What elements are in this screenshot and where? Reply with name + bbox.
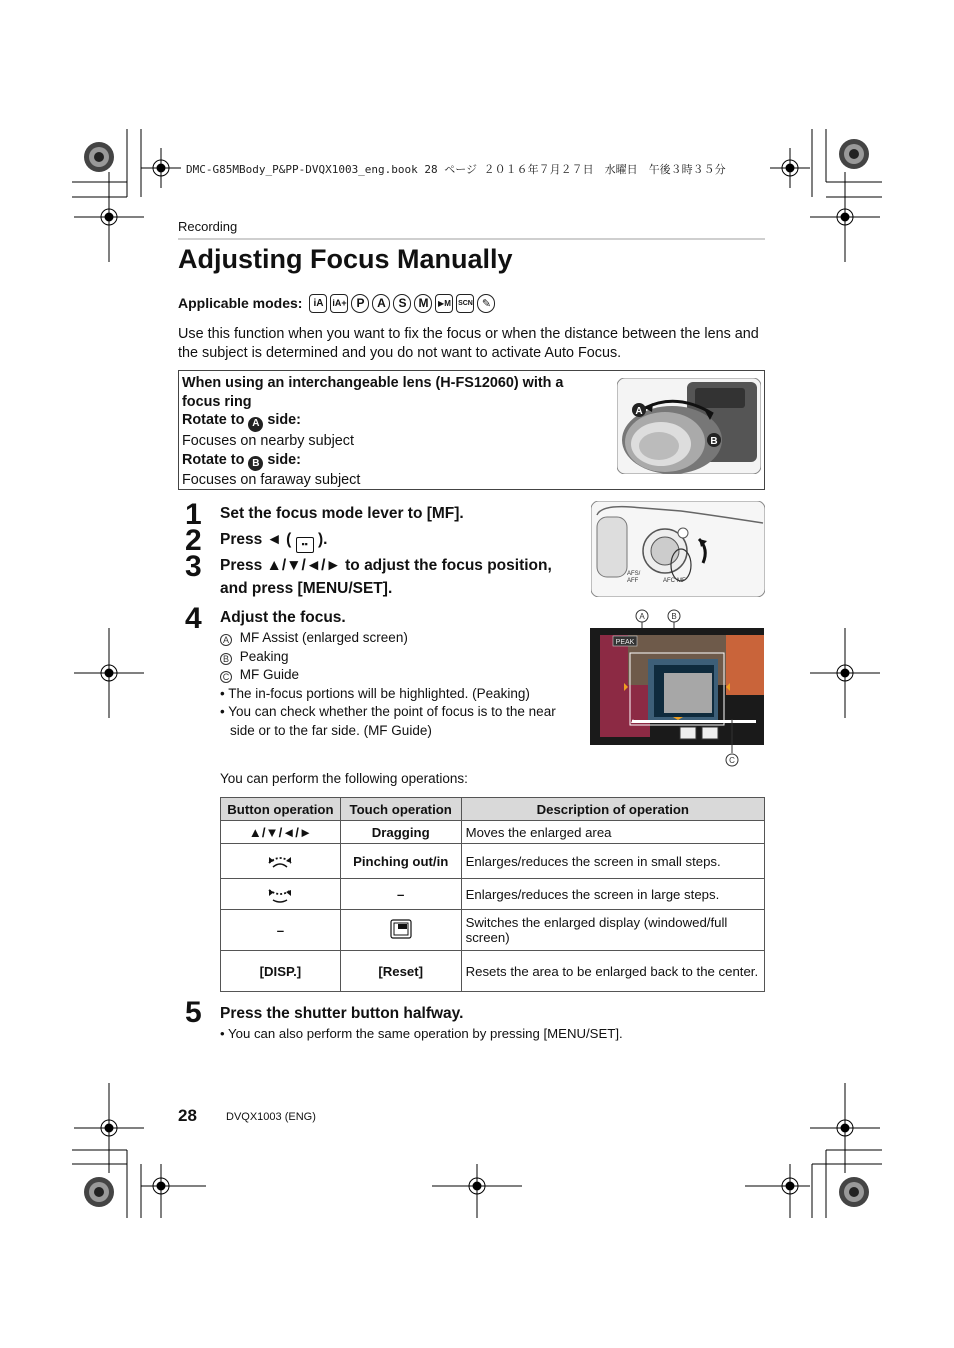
col-header-touch: Touch operation: [340, 798, 461, 821]
callout-b-icon: B: [220, 653, 232, 665]
marker-a-icon: A: [248, 417, 263, 432]
cell-desc: Moves the enlarged area: [461, 821, 764, 844]
cell-touch: Dragging: [340, 821, 461, 844]
operations-intro: You can perform the following operations:: [220, 771, 468, 786]
scene-mode-icon: SCN: [456, 294, 474, 313]
legend-item-a: A MF Assist (enlarged screen): [220, 629, 580, 648]
m-mode-icon: M: [414, 294, 432, 313]
focus-mode-lever-illustration: [591, 501, 765, 597]
page-number: 28: [178, 1106, 197, 1125]
step-2-text: Press ◄ ( ▪▪ ).: [220, 528, 327, 553]
legend-item-b: B Peaking: [220, 648, 580, 667]
step-1-text: Set the focus mode lever to [MF].: [220, 505, 464, 522]
step-3-number: 3: [185, 550, 202, 583]
applicable-modes: [178, 292, 495, 314]
lever-label-afc: AFC: [663, 578, 675, 584]
table-header-row: [221, 798, 765, 821]
step-2-number: 2: [185, 524, 202, 557]
step-1-number: 1: [185, 498, 202, 531]
p-mode-icon: P: [351, 294, 369, 313]
step-4-number: 4: [185, 602, 202, 635]
cell-touch: Pinching out/in: [340, 844, 461, 879]
lever-label-afs: AFS/: [627, 571, 641, 577]
callout-c-icon: C: [220, 671, 232, 683]
control-dial-small-step-icon: [265, 849, 295, 871]
lens-heading: When using an interchangeable lens (H-FS12060) with a focus ring: [182, 375, 564, 410]
cell-desc: Resets the area to be enlarged back to the center.: [461, 951, 764, 992]
lever-label-aff: AFF: [627, 578, 639, 584]
lens-marker-b: B: [710, 436, 718, 447]
lens-info-text: [182, 374, 602, 490]
header-rule: [178, 238, 765, 240]
quick-menu-icon: ▪▪: [296, 537, 314, 553]
marker-b-icon: B: [248, 456, 263, 471]
mf-assist-screen-illustration: [588, 607, 768, 769]
step-5-text: Press the shutter button halfway.: [220, 1005, 464, 1022]
lens-focus-ring-illustration: [617, 378, 761, 474]
bullet-mf-guide: • You can check whether the point of focus is to the near side or to the far side. (MF Guide): [220, 704, 556, 738]
creative-video-mode-icon: ▶M: [435, 294, 453, 313]
table-row: [221, 951, 765, 992]
table-row: [221, 821, 765, 844]
cell-button: ▲/▼/◄/►: [221, 821, 341, 844]
bullet-peaking: • The in-focus portions will be highlighted. (Peaking): [220, 685, 530, 701]
ia-mode-icon: iA: [309, 294, 327, 313]
step-4-text: Adjust the focus.: [220, 609, 346, 626]
creative-control-mode-icon: ✎: [477, 294, 495, 313]
cell-desc: Enlarges/reduces the screen in small steps.: [461, 844, 764, 879]
a-mode-icon: A: [372, 294, 390, 313]
cell-button: [221, 844, 341, 879]
cell-desc: Enlarges/reduces the screen in large steps.: [461, 879, 764, 910]
s-mode-icon: S: [393, 294, 411, 313]
rotate-b-desc: Focuses on faraway subject: [182, 472, 361, 489]
control-dial-large-step-icon: [265, 882, 295, 904]
cell-touch: –: [340, 879, 461, 910]
table-row: [221, 879, 765, 910]
cell-button: –: [221, 910, 341, 951]
table-row: [221, 910, 765, 951]
print-header: DMC-G85MBody_P&PP-DVQX1003_eng.book 28 ページ ２０１６年７月２７日 水曜日 午後３時３５分: [186, 163, 726, 176]
col-header-button: Button operation: [221, 798, 341, 821]
step-3-text: Press ▲/▼/◄/► to adjust the focus position, and press [MENU/SET].: [220, 557, 552, 597]
intro-text: Use this function when you want to fix the focus or when the distance between the lens and the subject is determined and you do not want to activate Auto Focus.: [178, 326, 759, 361]
cell-desc: Switches the enlarged display (windowed/full screen): [461, 910, 764, 951]
screen-callout-b: B: [671, 612, 677, 621]
cell-button: [DISP.]: [221, 951, 341, 992]
section-label: Recording: [178, 219, 238, 234]
step-5-bullet: • You can also perform the same operation by pressing [MENU/SET].: [220, 1026, 623, 1041]
cell-touch: [Reset]: [340, 951, 461, 992]
window-toggle-icon: [390, 919, 412, 939]
rotate-a-desc: Focuses on nearby subject: [182, 432, 354, 449]
cell-button: [221, 879, 341, 910]
table-row: [221, 844, 765, 879]
operations-table: [220, 797, 765, 992]
cell-touch: [340, 910, 461, 951]
lever-label-mf: MF: [677, 578, 686, 584]
rotate-a-label: Rotate to A side:: [182, 411, 602, 432]
ia-plus-mode-icon: iA+: [330, 294, 348, 313]
rotate-b-label: Rotate to B side:: [182, 451, 602, 472]
legend-item-c: C MF Guide: [220, 666, 580, 685]
peak-badge: PEAK: [615, 639, 635, 646]
lens-marker-a: A: [635, 406, 643, 417]
document-code: DVQX1003 (ENG): [226, 1111, 316, 1123]
page-title: Adjusting Focus Manually: [178, 244, 513, 274]
col-header-description: Description of operation: [461, 798, 764, 821]
step-5-number: 5: [185, 996, 202, 1029]
screen-callout-a: A: [639, 612, 645, 621]
callout-a-icon: A: [220, 634, 232, 646]
step-4-details: [220, 629, 580, 740]
screen-callout-c: C: [729, 756, 735, 765]
modes-label: Applicable modes:: [178, 295, 303, 311]
